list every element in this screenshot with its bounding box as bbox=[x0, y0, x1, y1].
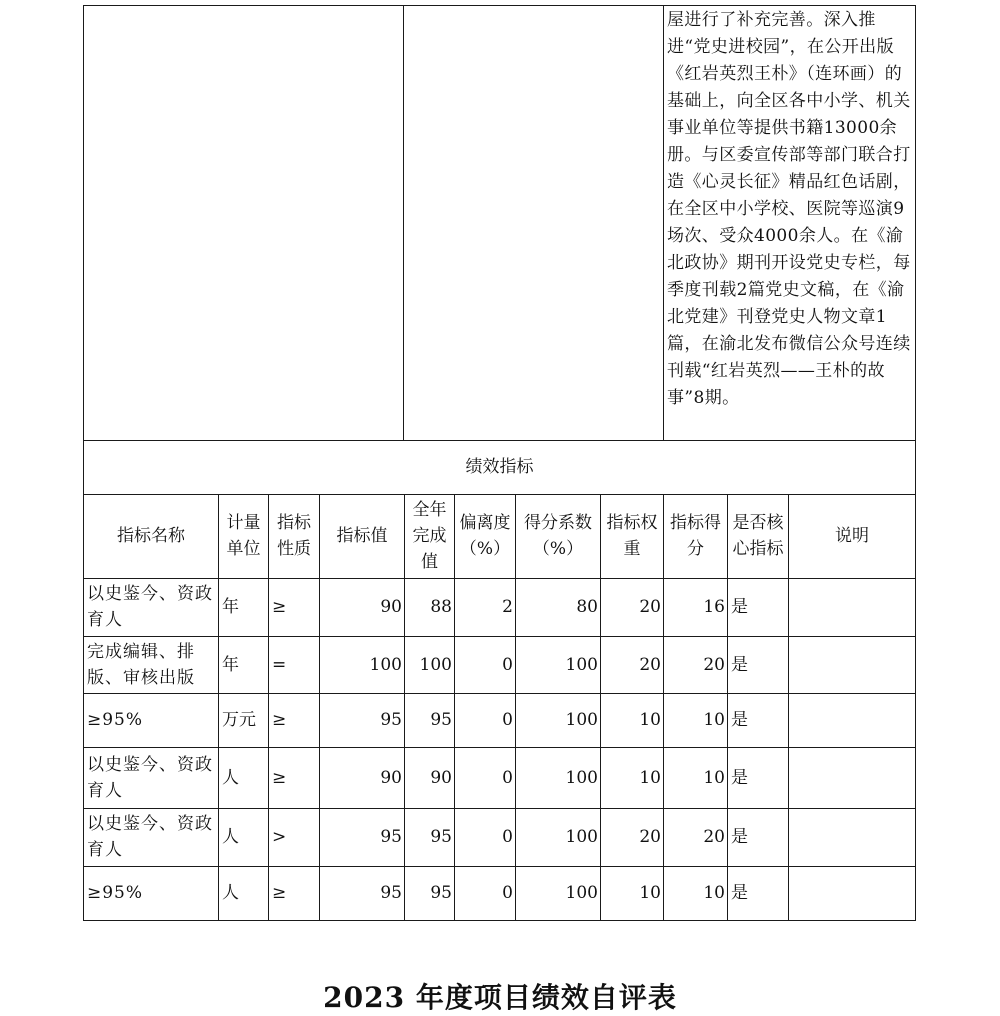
table-cell-coef: 100 bbox=[565, 883, 598, 903]
table-cell-nature: > bbox=[272, 827, 287, 847]
table-line bbox=[83, 5, 916, 6]
table-cell-core: 是 bbox=[731, 883, 748, 903]
table-cell-actual: 95 bbox=[430, 710, 452, 730]
table-cell-deviation: 0 bbox=[502, 883, 513, 903]
table-cell-coef: 100 bbox=[565, 827, 598, 847]
table-cell-nature: ≥ bbox=[272, 710, 287, 730]
table-cell-note bbox=[789, 808, 915, 866]
table-cell-weight: 10 bbox=[639, 710, 661, 730]
header-col-deviation: 偏离度（%） bbox=[459, 513, 511, 559]
description-continuation: 屋进行了补充完善。深入推进“党史进校园”，在公开出版《红岩英烈王朴》（连环画）的基础上，向全区各中小学、机关事业单位等提供书籍13000余册。与区委宣传部等部门联合打造《心灵长征》精品红色话剧，在全区中小学校、医院等巡演9场次、受众4000余人。在《渝北政协》期刊开设党史专栏，每季度刊载2篇党史文稿，在《渝北党建》刊登党史人物文章1篇，在渝北发布微信公众号连续刊载“红岩英烈——王朴的故事”8期。 bbox=[667, 10, 911, 408]
table-cell-name: 以史鉴今、资政育人 bbox=[87, 584, 213, 630]
table-cell-score: 20 bbox=[703, 827, 725, 847]
table-cell-note bbox=[789, 636, 915, 693]
table-cell-target: 90 bbox=[380, 597, 402, 617]
table-cell-weight: 20 bbox=[639, 597, 661, 617]
header-col-core: 是否核心指标 bbox=[732, 513, 784, 559]
table-cell-unit: 年 bbox=[222, 654, 239, 675]
table-cell-weight: 20 bbox=[639, 654, 661, 675]
table-cell-nature: ≥ bbox=[272, 883, 287, 903]
table-cell-name: ≥95% bbox=[87, 710, 144, 730]
table-cell-weight: 20 bbox=[639, 827, 661, 847]
table-cell-name: 完成编辑、排版、审核出版 bbox=[87, 641, 195, 688]
header-col-nature: 指标性质 bbox=[277, 513, 311, 559]
table-cell-actual: 95 bbox=[430, 883, 452, 903]
table-line bbox=[663, 5, 664, 440]
table-cell-core: 是 bbox=[731, 597, 748, 617]
table-cell-unit: 人 bbox=[222, 883, 239, 903]
table-cell-score: 16 bbox=[703, 597, 725, 617]
table-cell-unit: 年 bbox=[222, 597, 239, 617]
header-col-coef: 得分系数（%） bbox=[524, 513, 592, 559]
page-title: 2023 年度项目绩效自评表 bbox=[323, 981, 677, 1014]
table-cell-core: 是 bbox=[731, 827, 748, 847]
table-cell-name: 以史鉴今、资政育人 bbox=[87, 814, 213, 860]
table-cell-deviation: 0 bbox=[502, 710, 513, 730]
table-cell-coef: 80 bbox=[576, 597, 598, 617]
table-cell-coef: 100 bbox=[565, 654, 598, 675]
table-cell-core: 是 bbox=[731, 767, 748, 788]
table-cell-actual: 95 bbox=[430, 827, 452, 847]
table-cell-target: 95 bbox=[380, 883, 402, 903]
table-cell-score: 10 bbox=[703, 767, 725, 788]
table-cell-deviation: 0 bbox=[502, 827, 513, 847]
header-col-target: 指标值 bbox=[336, 526, 388, 546]
table-cell-deviation: 0 bbox=[502, 767, 513, 788]
table-cell-target: 95 bbox=[380, 710, 402, 730]
table-cell-name: ≥95% bbox=[87, 883, 144, 903]
table-cell-nature: = bbox=[272, 654, 287, 675]
table-cell-score: 10 bbox=[703, 883, 725, 903]
header-col-name: 指标名称 bbox=[117, 526, 185, 546]
table-cell-actual: 90 bbox=[430, 767, 452, 788]
header-col-weight: 指标权重 bbox=[606, 513, 658, 559]
header-col-unit: 计量单位 bbox=[226, 513, 261, 559]
table-cell-name: 以史鉴今、资政育人 bbox=[87, 754, 213, 801]
table-cell-weight: 10 bbox=[639, 883, 661, 903]
table-cell-note bbox=[789, 693, 915, 747]
section-header: 绩效指标 bbox=[465, 457, 534, 477]
table-cell-note bbox=[789, 866, 915, 920]
table-line bbox=[83, 920, 916, 921]
table-cell-deviation: 2 bbox=[502, 597, 513, 617]
header-col-score: 指标得分 bbox=[670, 513, 721, 559]
table-cell-actual: 88 bbox=[430, 597, 452, 617]
table-cell-unit: 万元 bbox=[222, 710, 256, 730]
table-cell-actual: 100 bbox=[419, 654, 452, 675]
header-col-note: 说明 bbox=[835, 526, 869, 546]
table-cell-unit: 人 bbox=[222, 767, 239, 788]
table-line bbox=[403, 5, 404, 440]
table-cell-core: 是 bbox=[731, 710, 748, 730]
table-cell-unit: 人 bbox=[222, 827, 239, 847]
table-cell-core: 是 bbox=[731, 654, 748, 675]
table-cell-note bbox=[789, 747, 915, 808]
table-cell-target: 95 bbox=[380, 827, 402, 847]
table-cell-nature: ≥ bbox=[272, 767, 287, 788]
table-cell-target: 90 bbox=[380, 767, 402, 788]
header-col-actual: 全年完成值 bbox=[412, 500, 447, 572]
table-cell-note bbox=[789, 578, 915, 636]
table-cell-weight: 10 bbox=[639, 767, 661, 788]
table-cell-score: 10 bbox=[703, 710, 725, 730]
table-cell-coef: 100 bbox=[565, 710, 598, 730]
table-cell-deviation: 0 bbox=[502, 654, 513, 675]
table-cell-nature: ≥ bbox=[272, 597, 287, 617]
table-cell-coef: 100 bbox=[565, 767, 598, 788]
table-cell-target: 100 bbox=[369, 654, 402, 675]
table-cell-score: 20 bbox=[703, 654, 725, 675]
